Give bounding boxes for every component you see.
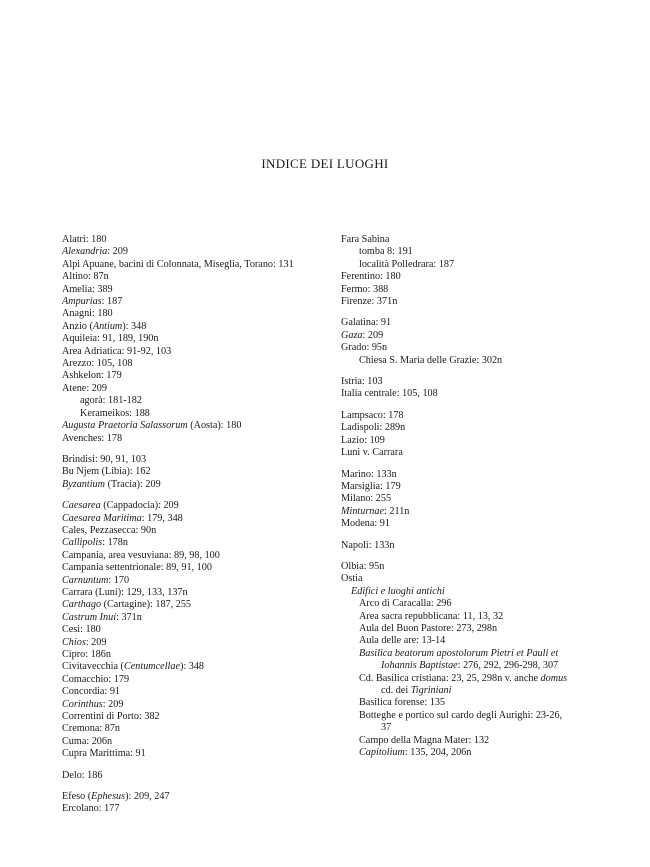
italic-text: Augusta Praetoria Salassorum <box>62 420 188 432</box>
italic-text: Corinthus <box>62 698 103 710</box>
index-entry: Concordia: 91 <box>62 686 121 698</box>
index-entry: Galatina: 91 <box>341 317 392 329</box>
italic-text: Centumcellae <box>123 661 180 673</box>
index-entry: Modena: 91 <box>341 518 390 530</box>
italic-text: Carthago <box>62 599 102 611</box>
entry-gap <box>341 308 621 317</box>
index-entry: Grado: 95n <box>341 342 388 354</box>
entry-text: ): 348 <box>122 320 147 332</box>
index-entry: Bu Njem (Libia): 162 <box>62 466 151 478</box>
index-entry: Cupra Marittima: 91 <box>62 748 146 760</box>
entry-gap <box>62 782 332 791</box>
italic-text: Ephesus <box>91 791 126 803</box>
index-entry: Milano: 255 <box>341 493 392 505</box>
entry-text: : 209 <box>102 698 124 710</box>
index-entry: Comacchio: 179 <box>62 673 130 685</box>
index-entry: Arco di Caracalla: 296 <box>359 598 452 610</box>
entry-text: Efeso ( <box>62 791 92 803</box>
index-entry: tomba 8: 191 <box>359 246 413 258</box>
italic-text: Antium <box>92 320 123 332</box>
index-entry: Delo: 186 <box>62 769 103 781</box>
index-entry <box>62 612 332 624</box>
index-entry: Avenches: 178 <box>62 432 123 444</box>
index-entry: Campo della Magna Mater: 132 <box>359 734 490 746</box>
entry-text: : 211n <box>384 505 410 517</box>
index-entry: Ashkelon: 179 <box>62 370 122 382</box>
entry-text: : 170 <box>108 574 130 586</box>
entry-gap <box>62 761 332 770</box>
index-entry <box>62 500 332 512</box>
index-entry: Olbia: 95n <box>341 560 385 572</box>
italic-text: Iohannis Baptistae <box>381 660 458 672</box>
entry-text: (Cappadocia): 209 <box>100 500 179 512</box>
italic-text: Tigriniani <box>410 685 452 696</box>
index-entry: Carrara (Luni): 129, 133, 137n <box>62 586 188 598</box>
index-entry: Luni v. Carrara <box>341 447 403 459</box>
index-entry: Campania settentrionale: 89, 91, 100 <box>62 562 212 574</box>
index-entry: Correntini di Porto: 382 <box>62 711 160 723</box>
index-entry <box>341 685 621 697</box>
italic-text: Castrum Inui <box>62 611 117 623</box>
entry-text: (Aosta): 180 <box>187 420 242 432</box>
index-entry <box>62 699 332 711</box>
index-entry <box>62 513 332 525</box>
entry-text: : 276, 292, 296-298, 307 <box>457 660 559 672</box>
index-entry: Ferentino: 180 <box>341 271 401 283</box>
index-entry: Altino: 87n <box>62 271 109 283</box>
index-entry <box>341 660 621 672</box>
index-entry: Istria: 103 <box>341 376 383 388</box>
entry-text: : 209 <box>107 246 128 258</box>
entry-gap <box>341 552 621 561</box>
index-entry: Firenze: 371n <box>341 296 398 308</box>
index-entry: Napoli: 133n <box>341 539 395 551</box>
italic-text: Caesarea Maritima <box>62 512 142 524</box>
entry-text: : 135, 204, 206n <box>404 747 472 759</box>
italic-text: domus <box>540 672 568 684</box>
entry-gap <box>62 491 332 500</box>
entry-text: : 209 <box>362 329 384 341</box>
entry-text: ): 209, 247 <box>125 791 170 803</box>
index-entry <box>62 537 332 549</box>
entry-text: : 178n <box>102 537 128 549</box>
index-entry: Atene: 209 <box>62 382 107 394</box>
index-entry <box>341 673 621 685</box>
entry-text: : 179, 348 <box>141 512 183 524</box>
index-entry: Area sacra repubblicana: 11, 13, 32 <box>359 610 504 622</box>
entry-text: (Tracia): 209 <box>105 478 161 490</box>
index-entry: Ladispoli: 289n <box>341 422 406 434</box>
entry-gap <box>341 401 621 410</box>
entry-gap <box>341 531 621 540</box>
index-entry: Cuma: 206n <box>62 735 113 747</box>
index-entry: Aula del Buon Pastore: 273, 298n <box>359 622 498 634</box>
italic-text: Caesarea <box>62 500 101 512</box>
index-entry <box>62 321 332 333</box>
index-column-left <box>62 234 332 816</box>
italic-text: Alexandria <box>62 246 108 258</box>
entry-text: Cd. Basilica cristiana: 23, 25, 298n v. anche <box>359 672 541 684</box>
entry-text: Anzio ( <box>62 320 93 332</box>
italic-text: Minturnae <box>341 505 385 517</box>
index-entry: 37 <box>381 722 392 734</box>
index-entry <box>62 246 332 258</box>
index-entry: Chiesa S. Maria delle Grazie: 302n <box>359 354 503 366</box>
entry-gap <box>341 367 621 376</box>
index-entry: Cremona: 87n <box>62 723 121 735</box>
entry-gap <box>341 460 621 469</box>
index-entry <box>341 648 621 660</box>
index-entry: agorà: 181-182 <box>80 395 142 407</box>
entry-text: : 187 <box>101 296 123 308</box>
index-entry: Lazio: 109 <box>341 434 385 446</box>
index-entry: Anagni: 180 <box>62 308 113 320</box>
index-entry: Basilica forense: 135 <box>359 697 446 709</box>
index-entry <box>62 575 332 587</box>
italic-text: Callipolis <box>62 537 103 549</box>
index-entry: Brindisi: 90, 91, 103 <box>62 453 147 465</box>
index-entry <box>341 747 621 759</box>
index-entry: Aula delle are: 13-14 <box>359 635 446 647</box>
italic-text: Chios <box>62 636 86 648</box>
index-entry: Italia centrale: 105, 108 <box>341 388 438 400</box>
index-subheading: Edifici e luoghi antichi <box>351 585 445 597</box>
index-entry <box>62 420 332 432</box>
page-title: INDICE DEI LUOGHI <box>261 156 389 171</box>
index-entry: Campania, area vesuviana: 89, 98, 100 <box>62 549 220 561</box>
italic-text: Gaza <box>341 329 363 341</box>
entry-text: : 209 <box>85 636 107 648</box>
index-entry: Arezzo: 105, 108 <box>62 358 133 370</box>
index-entry: Alatri: 180 <box>62 234 107 245</box>
entry-text: : 371n <box>116 611 142 623</box>
index-column-right <box>341 234 621 759</box>
index-entry: Alpi Apuane, bacini di Colonnata, Miseglia, Torano: 131 <box>62 258 294 270</box>
italic-text: Basilica beatorum apostolorum Pietri et Pauli et <box>359 647 559 659</box>
entry-text: cd. dei <box>381 685 411 696</box>
italic-text: Carnuntum <box>62 574 109 586</box>
index-entry: Cales, Pezzasecca: 90n <box>62 524 157 536</box>
index-entry: Cipro: 186n <box>62 649 111 660</box>
index-entry <box>62 479 332 491</box>
entry-text: (Cartagine): 187, 255 <box>101 599 192 611</box>
index-entry <box>62 791 332 803</box>
index-entry: Area Adriatica: 91-92, 103 <box>62 345 172 357</box>
index-entry <box>62 637 332 649</box>
index-entry: Cesi: 180 <box>62 624 101 636</box>
index-entry: Fara Sabina <box>341 234 390 245</box>
italic-text: Byzantium <box>62 478 106 490</box>
index-entry: Marino: 133n <box>341 468 397 480</box>
index-entry: Kerameikos: 188 <box>80 407 150 419</box>
index-entry <box>62 296 332 308</box>
index-entry: località Polledrara: 187 <box>359 258 455 270</box>
index-entry: Ercolano: 177 <box>62 803 120 815</box>
index-entry: Amelia: 389 <box>62 283 113 295</box>
index-entry <box>62 599 332 611</box>
index-entry <box>62 661 332 673</box>
index-entry: Aquileia: 91, 189, 190n <box>62 333 159 345</box>
entry-text: ): 348 <box>179 661 205 673</box>
index-entry <box>341 506 621 518</box>
index-entry <box>341 330 621 342</box>
entry-gap <box>62 445 332 454</box>
index-entry: Ostia <box>341 573 363 585</box>
index-entry: Marsiglia: 179 <box>341 480 401 492</box>
italic-text: Capitolium <box>359 747 405 759</box>
italic-text: Ampurias <box>62 296 102 308</box>
index-entry: Botteghe e portico sul cardo degli Aurighi: 23-26, <box>359 709 563 721</box>
entry-text: Civitavecchia ( <box>62 661 124 673</box>
index-entry: Fermo: 388 <box>341 283 389 295</box>
index-entry: Lampsaco: 178 <box>341 409 404 421</box>
